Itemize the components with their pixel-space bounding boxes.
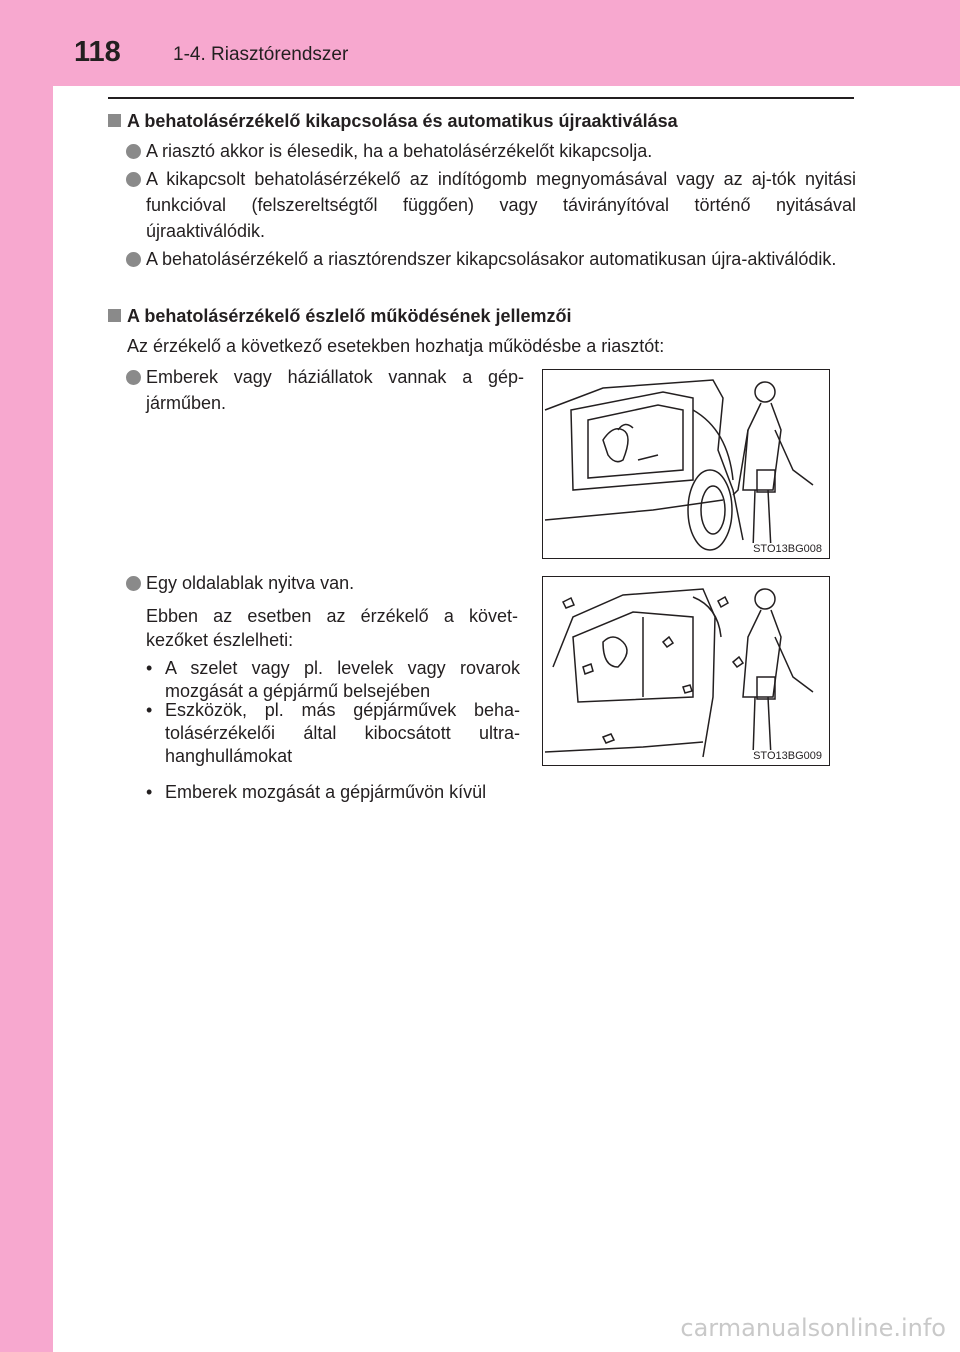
watermark: carmanualsonline.info — [680, 1314, 946, 1342]
square-bullet-icon — [108, 309, 121, 322]
figure-code: STO13BG009 — [753, 750, 822, 762]
header-band — [0, 0, 960, 86]
round-bullet-icon — [126, 576, 141, 591]
figure-code: STO13BG008 — [753, 543, 822, 555]
illustration-open-window — [542, 576, 830, 766]
note-text: Ebben az esetben az érzékelő a követ-kezőket észlelheti: — [146, 606, 518, 650]
section-title: 1-4. Riasztórendszer — [173, 44, 349, 65]
round-bullet-icon — [126, 252, 141, 267]
round-bullet-icon — [126, 172, 141, 187]
intro-text: Az érzékelő a következő esetekben hozhatja működésbe a riasztót: — [127, 336, 665, 356]
round-bullet-icon — [126, 370, 141, 385]
divider-rule — [108, 97, 854, 99]
page-number: 118 — [74, 36, 121, 68]
section-heading-deactivation: A behatolásérzékelő kikapcsolása és automatikus újraaktiválása — [108, 109, 678, 133]
car-dog-person-drawing — [543, 370, 829, 558]
square-bullet-icon — [108, 114, 121, 127]
round-bullet-icon — [126, 144, 141, 159]
open-window-leaves-drawing — [543, 577, 829, 765]
section-heading-detection: A behatolásérzékelő észlelő működésének jellemzői — [108, 304, 572, 328]
illustration-dog-in-car — [542, 369, 830, 559]
left-margin-band — [0, 0, 53, 1352]
